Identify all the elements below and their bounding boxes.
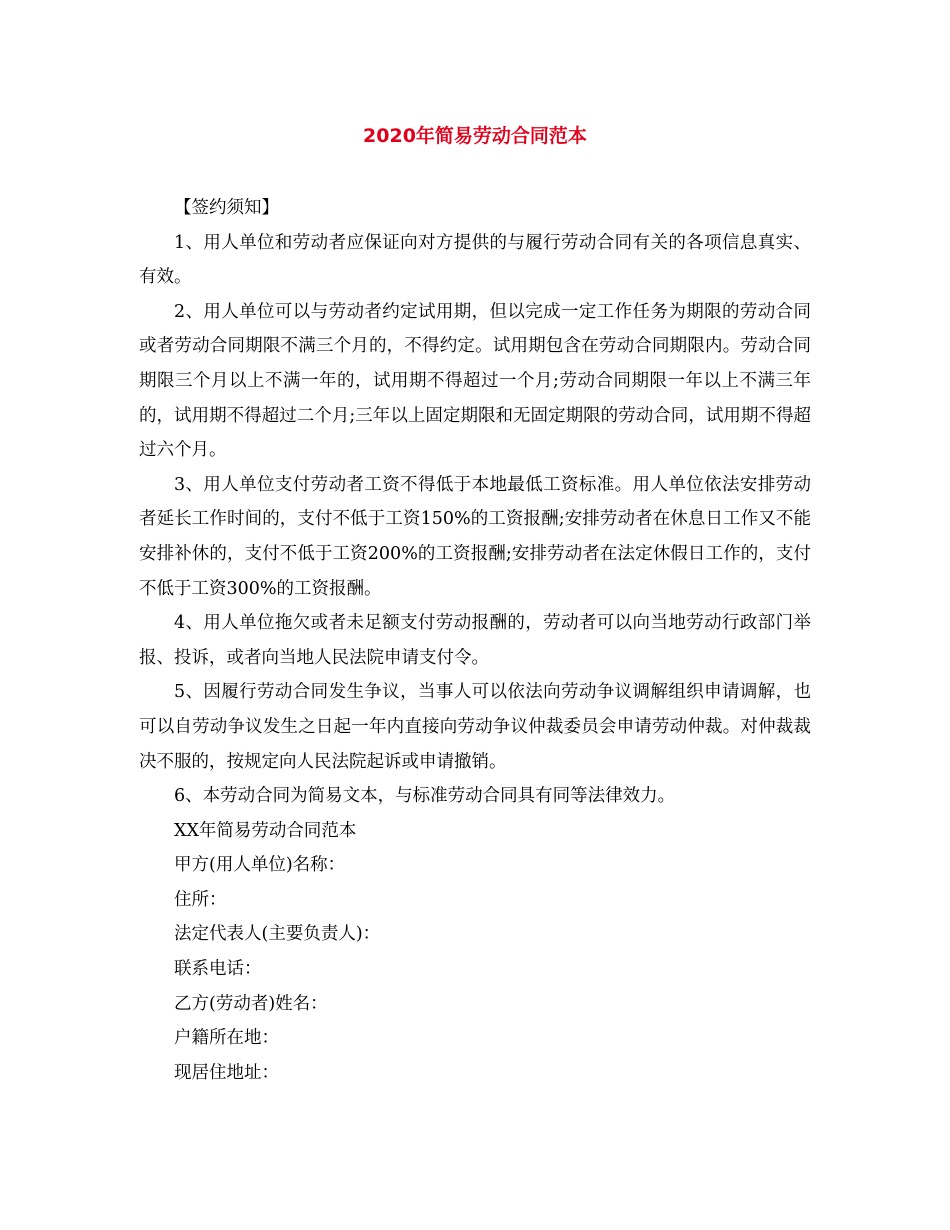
document-title: 2020年简易劳动合同范本 <box>363 125 587 147</box>
signing-notice-heading: 【签约须知】 <box>174 198 279 218</box>
legal-representative-field: 法定代表人(主要负责人)： <box>174 924 381 945</box>
notice-item-3: 3、用人单位支付劳动者工资不得低于本地最低工资标准。用人单位依法安排劳动者延长工作时间的，支付不低于工资150%的工资报酬;安排劳动者在休息日工作又不能安排补休的，支付不低于工资200%的工资报酬;安排劳动者在法定休假日工作的，支付不低于工资300%的工资报酬。 <box>139 474 811 599</box>
party-a-address-field: 住所： <box>174 889 227 910</box>
notice-item-4: 4、用人单位拖欠或者未足额支付劳动报酬的，劳动者可以向当地劳动行政部门举报、投诉，或者向当地人民法院申请支付令。 <box>139 613 811 668</box>
current-address-field: 现居住地址： <box>174 1062 279 1083</box>
household-registration-field: 户籍所在地： <box>174 1028 279 1049</box>
contract-subtitle: XX年简易劳动合同范本 <box>174 820 357 841</box>
party-a-name-field: 甲方(用人单位)名称： <box>174 855 346 876</box>
party-b-name-field: 乙方(劳动者)姓名： <box>174 993 328 1014</box>
document-body <box>139 191 811 1090</box>
notice-item-6: 6、本劳动合同为简易文本，与标准劳动合同具有同等法律效力。 <box>174 786 676 807</box>
notice-item-2: 2、用人单位可以与劳动者约定试用期，但以完成一定工作任务为期限的劳动合同或者劳动合同期限不满三个月的，不得约定。试用期包含在劳动合同期限内。劳动合同期限三个月以上不满一年的，试用期不得超过一个月;劳动合同期限一年以上不满三年的，试用期不得超过二个月;三年以上固定期限和无固定期限的劳动合同，试用期不得超过六个月。 <box>139 301 811 461</box>
notice-item-1: 1、用人单位和劳动者应保证向对方提供的与履行劳动合同有关的各项信息真实、有效。 <box>139 232 811 288</box>
contact-phone-field: 联系电话： <box>174 959 262 980</box>
notice-item-5: 5、因履行劳动合同发生争议，当事人可以依法向劳动争议调解组织申请调解，也可以自劳动争议发生之日起一年内直接向劳动争议仲裁委员会申请劳动仲裁。对仲裁裁决不服的，按规定向人民法院起诉或申请撤销。 <box>139 682 811 772</box>
